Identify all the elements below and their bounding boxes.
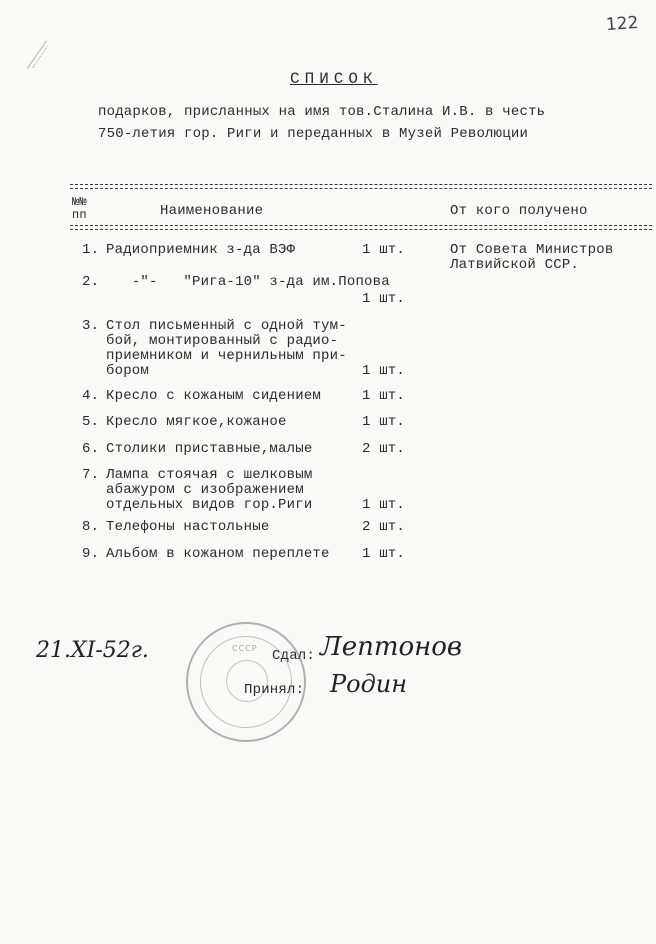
row-item-name: Столики приставные,малые [106, 441, 313, 457]
stamp-text: СССР [232, 644, 258, 653]
row-item-name: бором [106, 363, 150, 379]
table-top-rule-2 [70, 188, 652, 189]
row-item-name: бой, монтированный с радио- [106, 333, 339, 349]
row-from: Латвийской ССР. [450, 257, 580, 273]
row-quantity: 1 шт. [362, 546, 406, 562]
row-number: 9. [82, 546, 100, 562]
row-item-name: приемником и чернильным при- [106, 348, 347, 364]
row-number: 5. [82, 414, 100, 430]
row-item-name: отдельных видов гор.Риги [106, 497, 313, 513]
document-title: СПИСОК [290, 70, 378, 88]
row-quantity: 1 шт. [362, 414, 406, 430]
subtitle-line: 750-летия гор. Риги и переданных в Музей Революции [98, 126, 529, 142]
handed-signature: Лептонов [320, 632, 463, 662]
row-number: 7. [82, 467, 100, 483]
page-number: 122 [605, 12, 640, 36]
table-header-rule-2 [70, 229, 652, 230]
row-from: От Совета Министров [450, 242, 614, 258]
row-number: 2. [82, 274, 100, 290]
row-number: 3. [82, 318, 100, 334]
row-item-name: -"- "Рига-10" з-да им.Попова [106, 274, 390, 290]
handed-label: Сдал: [272, 648, 316, 664]
table-header-rule [70, 225, 652, 226]
row-number: 4. [82, 388, 100, 404]
received-label: Принял: [244, 682, 305, 698]
row-quantity: 2 шт. [362, 441, 406, 457]
date-handwritten: 21.XI-52г. [36, 638, 149, 663]
header-num-2: пп [72, 208, 87, 222]
row-item-name: Альбом в кожаном переплете [106, 546, 330, 562]
header-name: Наименование [160, 203, 264, 219]
row-quantity: 2 шт. [362, 519, 406, 535]
row-item-name: Радиоприемник з-да ВЭФ [106, 242, 296, 258]
row-quantity: 1 шт. [362, 363, 406, 379]
row-item-name: абажуром с изображением [106, 482, 304, 498]
row-item-name: Лампа стоячая с шелковым [106, 467, 313, 483]
row-quantity: 1 шт. [362, 497, 406, 513]
row-quantity: 1 шт. [362, 242, 406, 258]
received-signature: Родин [330, 670, 408, 698]
pencil-mark [27, 40, 56, 74]
row-item-name: Кресло с кожаным сидением [106, 388, 322, 404]
header-num: №№ [72, 195, 87, 209]
row-quantity: 1 шт. [362, 291, 406, 307]
subtitle-line: подарков, присланных на имя тов.Сталина И.В. в честь [98, 104, 546, 120]
row-number: 6. [82, 441, 100, 457]
header-from: От кого получено [450, 203, 588, 219]
row-number: 8. [82, 519, 100, 535]
row-number: 1. [82, 242, 100, 258]
row-item-name: Телефоны настольные [106, 519, 270, 535]
row-item-name: Стол письменный с одной тум- [106, 318, 347, 334]
row-quantity: 1 шт. [362, 388, 406, 404]
row-item-name: Кресло мягкое,кожаное [106, 414, 287, 430]
table-top-rule [70, 184, 652, 185]
